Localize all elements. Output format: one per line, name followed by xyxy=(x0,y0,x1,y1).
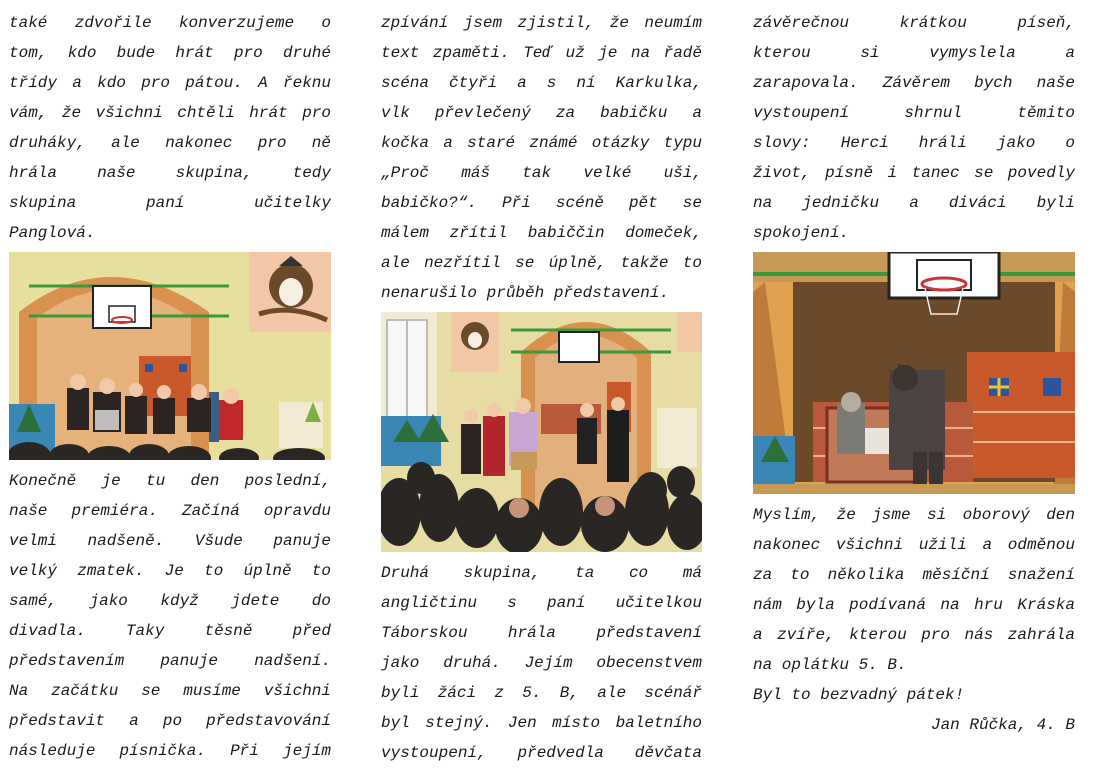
text-line: Táborskou hrála představení xyxy=(381,624,702,642)
text-line: vystoupení shrnul těmito xyxy=(753,104,1075,122)
text-line: zpívání jsem zjistil, že neumím xyxy=(381,14,702,32)
text-line: angličtinu s paní učitelkou xyxy=(381,594,702,612)
text-line: naše premiéra. Začíná opravdu xyxy=(9,502,331,520)
text-line: jako druhá. Jejím obecenstvem xyxy=(381,654,702,672)
text-line: byl stejný. Jen místo baletního xyxy=(381,714,702,732)
text-line: představit a po představování xyxy=(9,712,331,730)
text-line: nakonec všichni užili a odměnou xyxy=(753,536,1075,554)
text-column-3 xyxy=(753,0,1075,740)
text-line: scéna čtyři a s ní Karkulka, xyxy=(381,74,702,92)
text-line: na oplátku 5. B. xyxy=(753,656,907,674)
text-line: slovy: Herci hráli jako o xyxy=(753,134,1075,152)
text-line: Konečně je tu den poslední, xyxy=(9,472,331,490)
text-line: kočka a staré známé otázky typu xyxy=(381,134,702,152)
text-line: „Proč máš tak velké uši, xyxy=(381,164,702,182)
text-line: na jedničku a diváci byli xyxy=(753,194,1075,212)
text-line: samé, jako když jdete do xyxy=(9,592,331,610)
text-line: tom, kdo bude hrát pro druhé xyxy=(9,44,331,62)
text-line: Na začátku se musíme všichni xyxy=(9,682,331,700)
text-line: vám, že všichni chtěli hrát pro xyxy=(9,104,331,122)
text-line: babičko?“. Při scéně pět se xyxy=(381,194,702,212)
text-line: následuje písnička. Při jejím xyxy=(9,742,331,760)
text-column-1 xyxy=(9,0,331,766)
text-line: Panglová. xyxy=(9,224,96,242)
text-line: skupina paní učitelky xyxy=(9,194,331,212)
text-column-2 xyxy=(381,0,702,768)
text-line: za to několika měsíční snažení xyxy=(753,566,1075,584)
text-line: nenarušilo průběh představení. xyxy=(381,284,670,302)
text-line: hrála naše skupina, tedy xyxy=(9,164,331,182)
photo-wolf-and-grandmother xyxy=(753,252,1075,494)
text-line: byli žáci z 5. B, ale scénář xyxy=(381,684,702,702)
text-line: Myslím, že jsme si oborový den xyxy=(753,506,1075,524)
text-line: závěrečnou krátkou píseň, xyxy=(753,14,1075,32)
author-signature: Jan Růčka, 4. B xyxy=(930,716,1075,734)
text-line: třídy a kdo pro pátou. A řeknu xyxy=(9,74,331,92)
text-line: spokojení. xyxy=(753,224,850,242)
text-line: Byl to bezvadný pátek! xyxy=(753,686,965,704)
text-line: divadla. Taky těsně před xyxy=(9,622,331,640)
text-line: vystoupení, předvedla děvčata xyxy=(381,744,702,762)
text-line: a zvíře, kterou pro nás zahrála xyxy=(753,626,1075,644)
text-line: nám byla podívaná na hru Kráska xyxy=(753,596,1075,614)
text-line: ale nezřítil se úplně, takže to xyxy=(381,254,702,272)
text-line: představením panuje nadšení. xyxy=(9,652,331,670)
text-line: velký zmatek. Je to úplně to xyxy=(9,562,331,580)
text-line: text zpaměti. Teď už je na řadě xyxy=(381,44,702,62)
text-line: kterou si vymyslela a xyxy=(753,44,1075,62)
text-line: málem zřítil babiččin domeček, xyxy=(381,224,702,242)
text-line: druháky, ale nakonec pro ně xyxy=(9,134,331,152)
text-line: vlk převlečený za babičku a xyxy=(381,104,702,122)
text-line: velmi nadšeně. Všude panuje xyxy=(9,532,331,550)
photo-stage-performance xyxy=(9,252,331,460)
photo-audience-and-actors xyxy=(381,312,702,552)
text-line: Druhá skupina, ta co má xyxy=(381,564,702,582)
text-line: život, písně i tanec se povedly xyxy=(753,164,1075,182)
text-line: také zdvořile konverzujeme o xyxy=(9,14,331,32)
text-line: zarapovala. Závěrem bych naše xyxy=(753,74,1075,92)
